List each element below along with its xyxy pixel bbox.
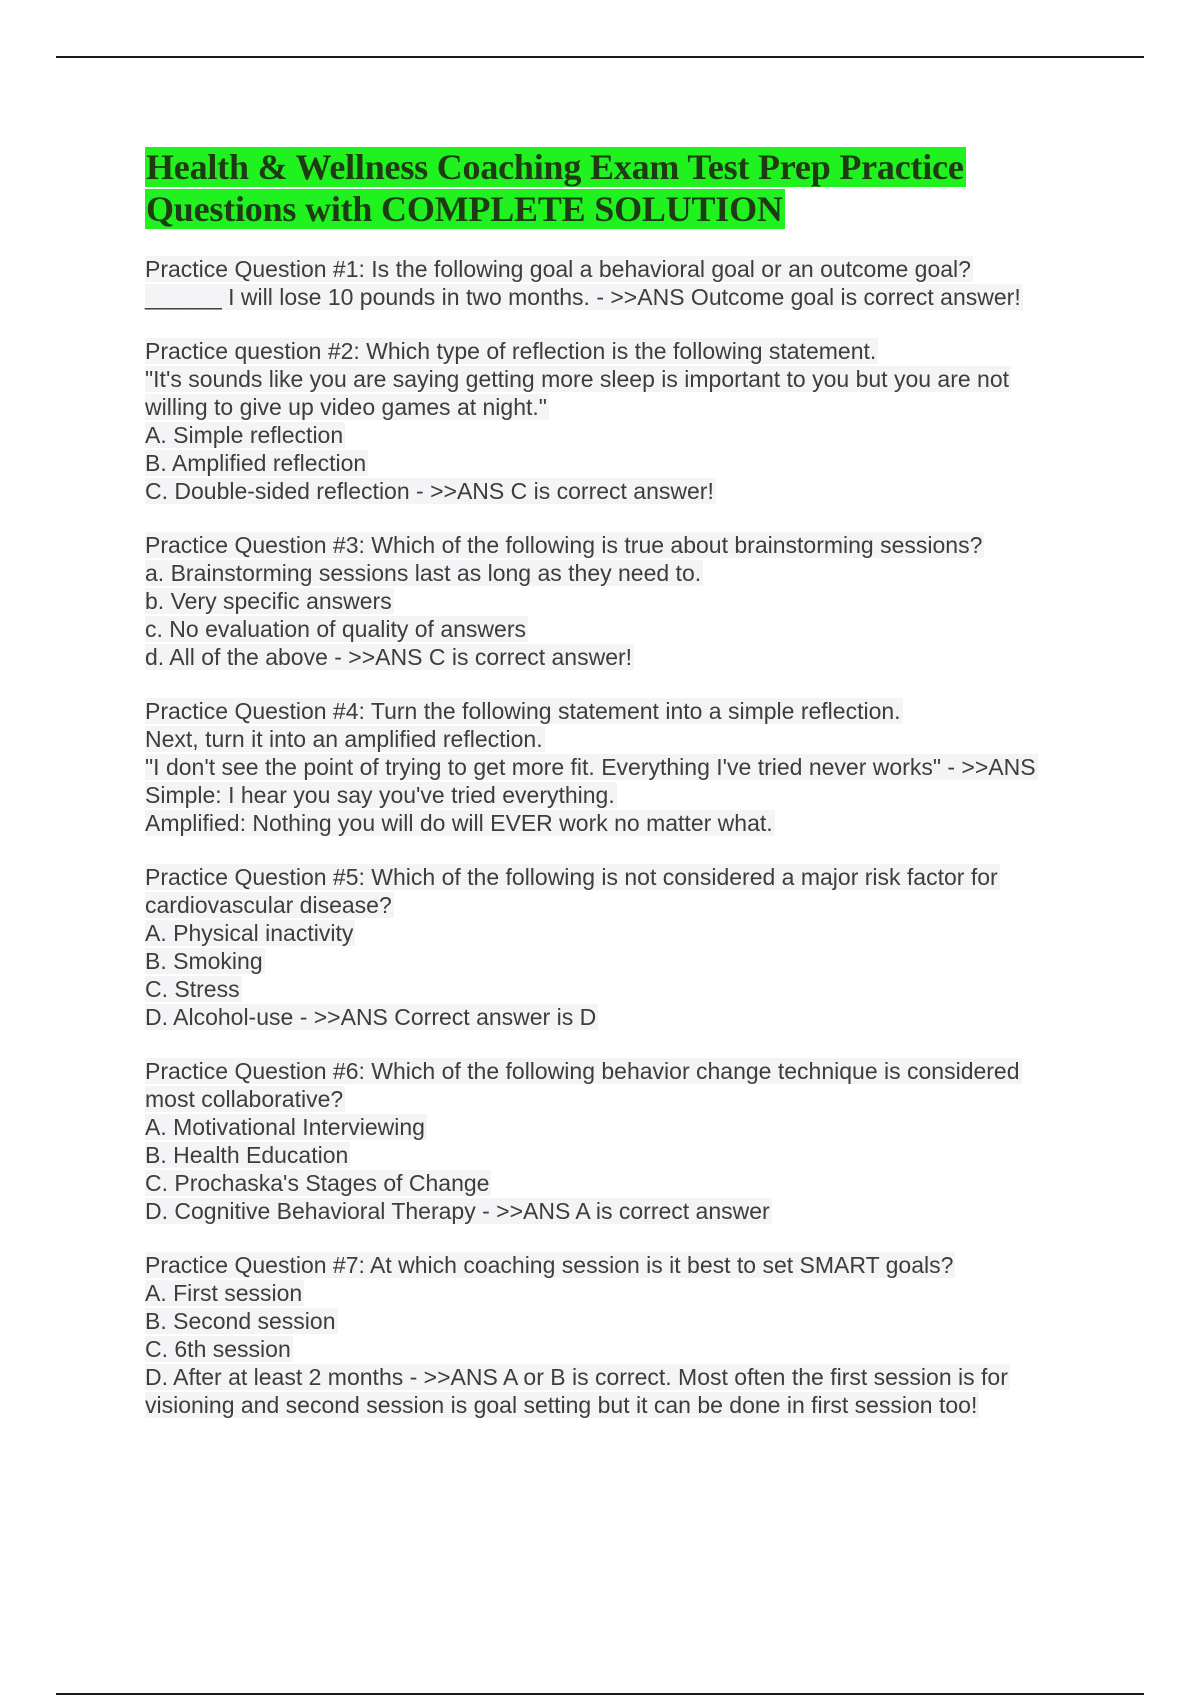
question-line <box>145 1251 1105 1279</box>
question-line-text: C. Stress <box>145 976 240 1002</box>
question-line-text: B. Second session <box>145 1308 336 1334</box>
practice-question-1 <box>145 255 1105 311</box>
question-line-text: "It's sounds like you are saying getting more sleep is important to you but you are not <box>145 366 1010 392</box>
question-line <box>145 1335 1105 1363</box>
question-line-text: A. Motivational Interviewing <box>145 1114 425 1140</box>
question-line <box>145 1003 1105 1031</box>
page-title <box>145 146 1105 230</box>
question-line-text: Practice Question #7: At which coaching session is it best to set SMART goals? <box>145 1252 954 1278</box>
question-line-text: B. Amplified reflection <box>145 450 367 476</box>
question-list <box>145 255 1105 1419</box>
question-line-text: c. No evaluation of quality of answers <box>145 616 526 642</box>
question-line <box>145 891 1105 919</box>
question-line <box>145 781 1105 809</box>
question-line-text: C. 6th session <box>145 1336 291 1362</box>
footer-rule <box>56 1693 1144 1695</box>
question-line <box>145 725 1105 753</box>
practice-question-6 <box>145 1057 1105 1225</box>
question-line-text: A. First session <box>145 1280 303 1306</box>
question-line-text: B. Smoking <box>145 948 263 974</box>
question-line-text: A. Simple reflection <box>145 422 344 448</box>
practice-question-7 <box>145 1251 1105 1419</box>
question-line <box>145 615 1105 643</box>
practice-question-2 <box>145 337 1105 505</box>
question-line-text: A. Physical inactivity <box>145 920 354 946</box>
question-line <box>145 365 1105 393</box>
question-line <box>145 753 1105 781</box>
question-line <box>145 1197 1105 1225</box>
page-title-line-2: Questions with COMPLETE SOLUTION <box>146 189 783 229</box>
question-line-text: Practice Question #1: Is the following goal a behavioral goal or an outcome goal? <box>145 256 971 282</box>
question-line <box>145 863 1105 891</box>
practice-question-3 <box>145 531 1105 671</box>
question-line-text: D. Cognitive Behavioral Therapy - >>ANS A is correct answer <box>145 1198 770 1224</box>
question-line <box>145 1169 1105 1197</box>
question-line <box>145 919 1105 947</box>
question-line-text: most collaborative? <box>145 1086 344 1112</box>
question-line <box>145 1363 1105 1391</box>
question-line <box>145 283 1105 311</box>
question-line <box>145 1057 1105 1085</box>
question-line <box>145 697 1105 725</box>
question-line <box>145 559 1105 587</box>
question-line <box>145 449 1105 477</box>
question-line <box>145 531 1105 559</box>
question-line-text: Practice question #2: Which type of reflection is the following statement. <box>145 338 877 364</box>
question-line <box>145 1307 1105 1335</box>
question-line-text: d. All of the above - >>ANS C is correct answer! <box>145 644 633 670</box>
question-line-text: Practice Question #6: Which of the following behavior change technique is considered <box>145 1058 1020 1084</box>
practice-question-5 <box>145 863 1105 1031</box>
question-line-text: ______ I will lose 10 pounds in two months. - >>ANS Outcome goal is correct answer! <box>145 284 1021 310</box>
question-line-text: "I don't see the point of trying to get more fit. Everything I've tried never works" - >>ANS <box>145 754 1036 780</box>
question-line-text: willing to give up video games at night." <box>145 394 547 420</box>
question-line <box>145 587 1105 615</box>
question-line-text: Amplified: Nothing you will do will EVER work no matter what. <box>145 810 773 836</box>
question-line <box>145 975 1105 1003</box>
page-title-line-1: Health & Wellness Coaching Exam Test Prep Practice <box>146 147 964 187</box>
question-line <box>145 1279 1105 1307</box>
question-line <box>145 809 1105 837</box>
question-line <box>145 477 1105 505</box>
question-line <box>145 393 1105 421</box>
question-line-text: b. Very specific answers <box>145 588 392 614</box>
question-line <box>145 1113 1105 1141</box>
question-line-text: Simple: I hear you say you've tried everything. <box>145 782 615 808</box>
question-line-text: cardiovascular disease? <box>145 892 392 918</box>
question-line-text: Next, turn it into an amplified reflection. <box>145 726 543 752</box>
question-line-text: a. Brainstorming sessions last as long as they need to. <box>145 560 702 586</box>
question-line-text: C. Prochaska's Stages of Change <box>145 1170 490 1196</box>
question-line <box>145 1391 1105 1419</box>
question-line <box>145 421 1105 449</box>
question-line <box>145 337 1105 365</box>
question-line-text: D. After at least 2 months - >>ANS A or B is correct. Most often the first session is for <box>145 1364 1008 1390</box>
question-line <box>145 947 1105 975</box>
practice-question-4 <box>145 697 1105 837</box>
question-line-text: Practice Question #4: Turn the following statement into a simple reflection. <box>145 698 901 724</box>
question-line-text: B. Health Education <box>145 1142 349 1168</box>
question-line <box>145 643 1105 671</box>
question-line-text: Practice Question #3: Which of the following is true about brainstorming sessions? <box>145 532 983 558</box>
question-line <box>145 255 1105 283</box>
question-line-text: Practice Question #5: Which of the following is not considered a major risk factor for <box>145 864 998 890</box>
question-line-text: D. Alcohol-use - >>ANS Correct answer is D <box>145 1004 597 1030</box>
question-line-text: visioning and second session is goal setting but it can be done in first session too! <box>145 1392 978 1418</box>
question-line <box>145 1085 1105 1113</box>
question-line <box>145 1141 1105 1169</box>
header-rule <box>56 56 1144 58</box>
question-line-text: C. Double-sided reflection - >>ANS C is correct answer! <box>145 478 714 504</box>
document-body <box>145 146 1105 1445</box>
